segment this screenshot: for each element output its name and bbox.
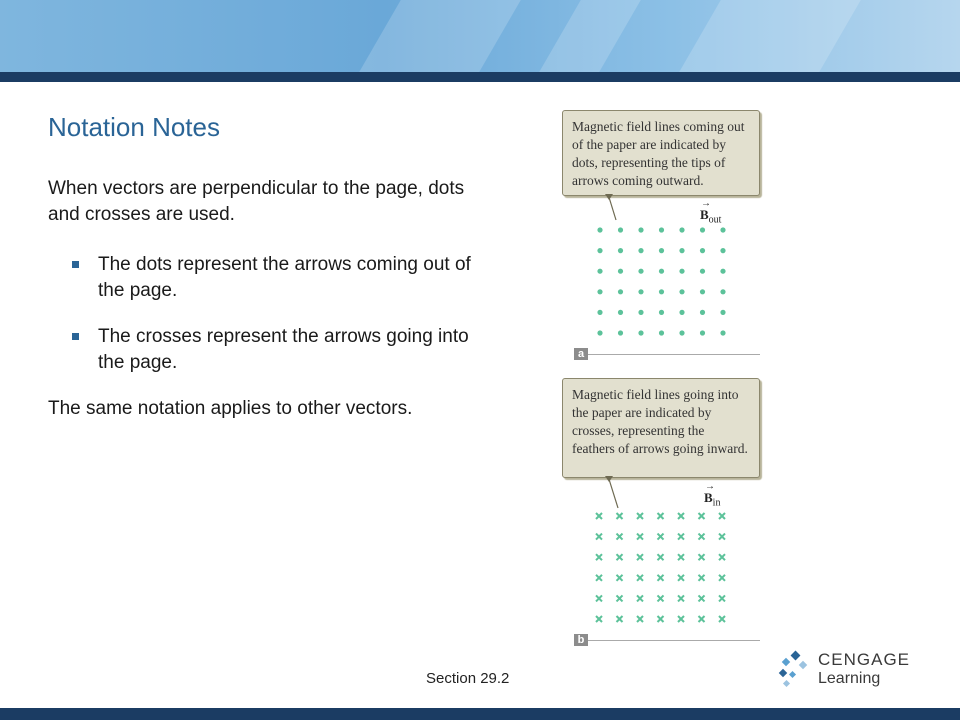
cengage-logo <box>778 648 918 692</box>
bullet-item <box>72 324 472 376</box>
field-dot <box>618 289 623 294</box>
dots-grid <box>560 220 760 350</box>
field-cross <box>719 575 725 581</box>
field-cross <box>719 534 725 540</box>
field-cross <box>699 595 705 601</box>
field-dot <box>720 310 725 315</box>
header-bar <box>0 72 960 82</box>
field-cross <box>617 616 623 622</box>
field-dot <box>679 248 684 253</box>
cengage-logo-icon <box>778 650 814 690</box>
field-dot <box>700 248 705 253</box>
field-cross <box>637 595 643 601</box>
field-dot <box>700 310 705 315</box>
field-dot <box>597 227 602 232</box>
figure-label-a: a <box>574 348 588 360</box>
field-cross <box>617 554 623 560</box>
field-cross <box>617 534 623 540</box>
field-cross <box>699 513 705 519</box>
field-dot <box>638 289 643 294</box>
logo-subtext: Learning <box>818 670 881 687</box>
field-cross <box>658 595 664 601</box>
field-dot <box>618 269 623 274</box>
field-cross <box>658 575 664 581</box>
field-dot <box>700 289 705 294</box>
header-banner <box>0 0 960 72</box>
field-cross <box>596 534 602 540</box>
field-cross <box>596 513 602 519</box>
field-cross <box>699 616 705 622</box>
logo-wordmark: CENGAGE <box>818 650 911 669</box>
banner-shape <box>539 0 641 72</box>
intro-text: When vectors are perpendicular to the page, dots and crosses are used. <box>48 178 465 225</box>
field-dot <box>618 248 623 253</box>
figure-a <box>560 108 760 368</box>
field-cross <box>658 554 664 560</box>
field-cross <box>617 595 623 601</box>
field-cross <box>617 513 623 519</box>
field-cross <box>637 554 643 560</box>
field-dot <box>597 289 602 294</box>
bullet-item <box>72 252 472 304</box>
field-dot <box>597 248 602 253</box>
banner-shape <box>359 0 521 72</box>
field-cross <box>596 595 602 601</box>
field-cross <box>699 554 705 560</box>
field-cross <box>596 554 602 560</box>
field-dot <box>720 269 725 274</box>
field-cross <box>658 534 664 540</box>
field-dot <box>638 310 643 315</box>
field-cross <box>678 554 684 560</box>
field-dot <box>700 330 705 335</box>
figure-baseline <box>588 640 760 641</box>
field-cross <box>719 616 725 622</box>
field-dot <box>679 310 684 315</box>
figure-baseline <box>588 354 760 355</box>
field-dot <box>720 227 725 232</box>
field-dot <box>638 330 643 335</box>
field-cross <box>637 513 643 519</box>
bullet-text: The crosses represent the arrows going into the page. <box>98 326 469 373</box>
field-cross <box>699 534 705 540</box>
field-dot <box>700 227 705 232</box>
field-dot <box>659 289 664 294</box>
field-cross <box>637 616 643 622</box>
figure-a-caption: Magnetic field lines coming out of the paper are indicated by dots, representing the tips of arrows coming outward. <box>562 110 760 196</box>
bullet-square-icon <box>72 261 79 268</box>
field-dot <box>618 330 623 335</box>
crosses-grid <box>560 506 760 636</box>
field-dot <box>597 330 602 335</box>
bullet-text: The dots represent the arrows coming out of the page. <box>98 254 471 301</box>
field-dot <box>679 289 684 294</box>
field-dot <box>720 289 725 294</box>
field-cross <box>719 513 725 519</box>
slide-title: Notation Notes <box>48 112 220 142</box>
field-cross <box>596 575 602 581</box>
field-cross <box>637 575 643 581</box>
bullet-square-icon <box>72 333 79 340</box>
field-dot <box>638 269 643 274</box>
field-dot <box>618 227 623 232</box>
field-dot <box>679 227 684 232</box>
section-footer: Section 29.2 <box>426 670 510 687</box>
field-dot <box>679 269 684 274</box>
figure-b-caption: Magnetic field lines going into the paper are indicated by crosses, representing the feathers of arrows going inward. <box>562 378 760 478</box>
field-dot <box>659 248 664 253</box>
field-cross <box>719 554 725 560</box>
field-cross <box>658 513 664 519</box>
field-dot <box>597 310 602 315</box>
field-cross <box>678 513 684 519</box>
field-cross <box>596 616 602 622</box>
banner-shape <box>679 0 861 72</box>
field-dot <box>720 330 725 335</box>
field-dot <box>659 310 664 315</box>
field-cross <box>678 534 684 540</box>
closing-text: The same notation applies to other vectors. <box>48 398 413 419</box>
field-dot <box>638 227 643 232</box>
figure-label-b: b <box>574 634 588 646</box>
field-dot <box>679 330 684 335</box>
field-cross <box>637 534 643 540</box>
footer-bar <box>0 708 960 720</box>
field-cross <box>678 616 684 622</box>
field-dot <box>700 269 705 274</box>
field-dot <box>659 269 664 274</box>
field-cross <box>719 595 725 601</box>
field-dot <box>659 227 664 232</box>
field-dot <box>597 269 602 274</box>
b-in-label: → $B_{in}$ <box>704 481 721 509</box>
field-cross <box>617 575 623 581</box>
field-cross <box>678 575 684 581</box>
field-cross <box>699 575 705 581</box>
field-dot <box>659 330 664 335</box>
field-cross <box>658 616 664 622</box>
field-dot <box>618 310 623 315</box>
figure-b <box>560 376 760 651</box>
field-dot <box>638 248 643 253</box>
field-dot <box>720 248 725 253</box>
field-cross <box>678 595 684 601</box>
b-out-label: → $B_{out}$ <box>700 198 722 226</box>
